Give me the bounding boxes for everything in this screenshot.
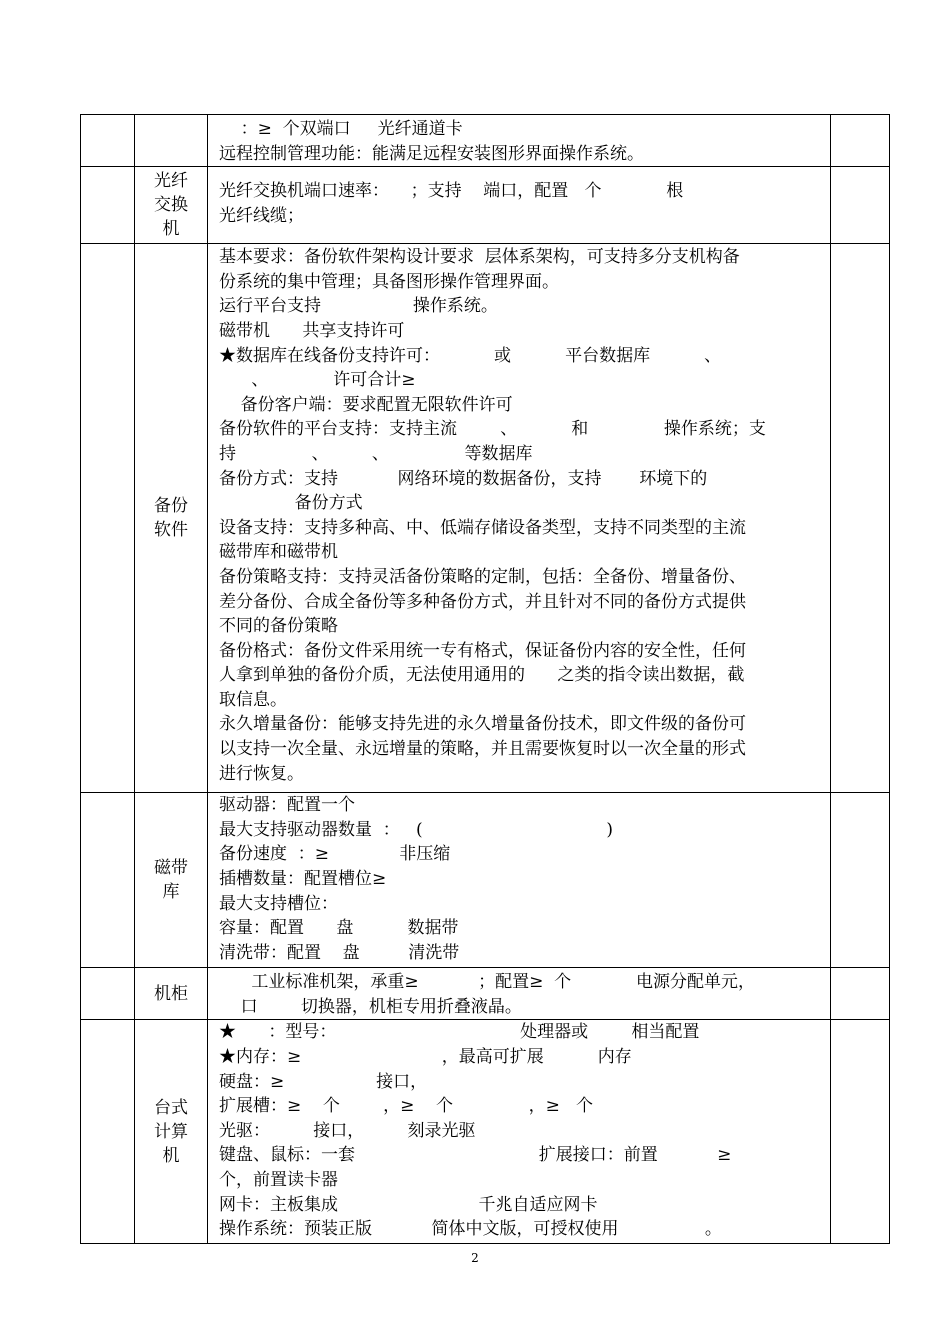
item-name-line: 机	[162, 1145, 180, 1166]
spec-table	[80, 114, 890, 1244]
spec-line: 备份速度 ：≥ 非压缩	[219, 844, 451, 865]
page-number: 2	[471, 1251, 479, 1265]
spec-line: 备份策略支持：支持灵活备份策略的定制，包括：全备份、增量备份、	[219, 566, 746, 587]
spec-line: 个，前置读卡器	[219, 1169, 338, 1190]
seq-cell	[81, 1020, 135, 1244]
table-row	[81, 167, 890, 244]
spec-line: 永久增量备份：能够支持先进的永久增量备份技术，即文件级的备份可	[219, 714, 746, 735]
spec-cell	[208, 968, 831, 1020]
spec-line: 光驱： 接口， 刻录光驱	[219, 1120, 476, 1141]
spec-line: 基本要求：备份软件架构设计要求 层体系架构，可支持多分支机构备	[219, 247, 740, 268]
spec-line: 备份方式	[219, 493, 363, 514]
spec-line: 最大支持槽位：	[219, 893, 338, 914]
item-name-line: 台式	[154, 1097, 188, 1118]
item-name-cell	[135, 968, 208, 1020]
item-name-line: 库	[162, 882, 180, 903]
spec-line: ★ ：型号： 处理器或 相当配置	[219, 1022, 700, 1043]
spec-line: 工业标准机架，承重≥ ；配置≥ 个 电源分配单元，	[219, 972, 756, 993]
spec-line: 容量：配置 盘 数据带	[219, 918, 459, 939]
remark-cell	[831, 1020, 890, 1244]
item-name-line: 机柜	[154, 983, 188, 1004]
spec-line: 备份格式：备份文件采用统一专有格式，保证备份内容的安全性，任何	[219, 640, 746, 661]
spec-line: 磁带库和磁带机	[219, 542, 338, 563]
spec-line: ：≥ 个双端口 光纤通道卡	[219, 119, 463, 139]
table-row	[81, 1020, 890, 1244]
spec-line: 最大支持驱动器数量 ： ( )	[219, 819, 614, 840]
item-name-line: 软件	[154, 520, 188, 541]
spec-line: 操作系统：预装正版 简体中文版，可授权使用 。	[219, 1219, 722, 1240]
seq-cell	[81, 244, 135, 793]
spec-line: 硬盘：≥ 接口，	[219, 1071, 428, 1092]
item-name-line: 光纤	[154, 171, 188, 192]
item-name-cell	[135, 244, 208, 793]
spec-line: 份系统的集中管理；具备图形操作管理界面。	[219, 271, 559, 292]
spec-line: 人拿到单独的备份介质，无法使用通用的 之类的指令读出数据，截	[219, 665, 745, 686]
spec-line: 以支持一次全量、永远增量的策略，并且需要恢复时以一次全量的形式	[219, 739, 746, 760]
spec-line: 运行平台支持 操作系统。	[219, 296, 498, 317]
spec-line: 设备支持：支持多种高、中、低端存储设备类型，支持不同类型的主流	[219, 517, 746, 538]
spec-line: 清洗带：配置 盘 清洗带	[219, 942, 460, 963]
spec-line: ★数据库在线备份支持许可： 或 平台数据库 、	[219, 345, 722, 366]
spec-line: 、 许可合计≥	[219, 370, 416, 391]
spec-cell	[208, 244, 831, 793]
spec-line: 远程控制管理功能：能满足远程安装图形界面操作系统。	[219, 143, 644, 164]
table-row	[81, 793, 890, 968]
item-name-line: 交换	[154, 195, 188, 216]
spec-line: 插槽数量：配置槽位≥	[219, 868, 387, 889]
seq-cell	[81, 167, 135, 244]
seq-cell	[81, 793, 135, 968]
spec-line: 备份方式：支持 网络环境的数据备份，支持 环境下的	[219, 468, 708, 489]
remark-cell	[831, 793, 890, 968]
spec-line: 不同的备份策略	[219, 616, 338, 637]
item-name-line: 机	[162, 219, 180, 240]
seq-cell	[81, 968, 135, 1020]
table-row	[81, 115, 890, 167]
spec-line: 持 、 、 等数据库	[219, 443, 533, 464]
table-row	[81, 244, 890, 793]
spec-cell	[208, 1020, 831, 1244]
remark-cell	[831, 167, 890, 244]
remark-cell	[831, 968, 890, 1020]
spec-line: 驱动器：配置一个	[219, 795, 355, 816]
spec-line: 口 切换器，机柜专用折叠液晶。	[219, 996, 522, 1017]
spec-line: 取信息。	[219, 689, 287, 710]
spec-line: 进行恢复。	[219, 763, 304, 784]
spec-line: 备份客户端：要求配置无限软件许可	[219, 394, 513, 415]
item-name-line: 备份	[154, 496, 188, 517]
spec-line: 扩展槽：≥ 个 ，≥ 个 ，≥ 个	[219, 1096, 594, 1117]
seq-cell	[81, 115, 135, 167]
remark-cell	[831, 244, 890, 793]
spec-cell	[208, 167, 831, 244]
spec-line: 光纤交换机端口速率： ；支持 端口，配置 个 根	[219, 181, 684, 202]
spec-line: 差分备份、合成全备份等多种备份方式，并且针对不同的备份方式提供	[219, 591, 746, 612]
item-name-cell	[135, 1020, 208, 1244]
remark-cell	[831, 115, 890, 167]
spec-line: 磁带机 共享支持许可	[219, 320, 405, 341]
spec-cell	[208, 793, 831, 968]
item-name-line: 磁带	[154, 858, 188, 879]
item-name-cell	[135, 167, 208, 244]
spec-line: 备份软件的平台支持：支持主流 、 和 操作系统；支	[219, 419, 766, 440]
item-name-line: 计算	[154, 1121, 188, 1142]
spec-line: 键盘、鼠标：一套 扩展接口：前置 ≥	[219, 1145, 732, 1166]
spec-line: ★内存：≥ ，最高可扩展 内存	[219, 1046, 632, 1067]
spec-line: 网卡：主板集成 千兆自适应网卡	[219, 1194, 598, 1215]
item-name-cell	[135, 115, 208, 167]
table-row	[81, 968, 890, 1020]
spec-line: 光纤线缆；	[219, 205, 304, 226]
spec-cell	[208, 115, 831, 167]
item-name-cell	[135, 793, 208, 968]
